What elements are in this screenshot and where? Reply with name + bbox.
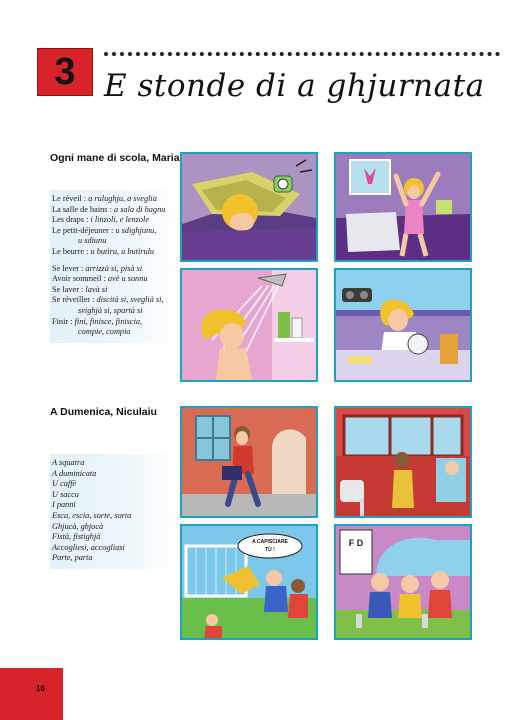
corsican-term: i linzoli, e lenzole — [90, 215, 150, 225]
corsican-term: a sala di bagnu — [113, 204, 166, 214]
panel-breakfast — [334, 268, 472, 382]
vocab-entry: Accogliesi, accogliasi — [52, 542, 125, 552]
vocab-entry — [52, 247, 176, 258]
french-term: Les draps : — [52, 215, 91, 225]
panel-celebration — [334, 524, 472, 640]
french-term: Avoir sommeil : — [52, 274, 108, 284]
vocab-entry — [52, 264, 176, 275]
vocab-entry — [52, 194, 176, 205]
corsican-term: arrizzà si, pisà si — [85, 263, 143, 273]
vocab-entry: I panni — [52, 500, 76, 510]
chapter-number: 3 — [54, 50, 76, 93]
french-term: Se réveiller : — [52, 295, 97, 305]
section1-vocab-box — [50, 190, 178, 343]
svg-text:F D: F D — [348, 538, 364, 548]
french-term: Se laver : — [52, 284, 86, 294]
vocab-entry — [52, 274, 176, 285]
vocab-entry — [52, 205, 176, 216]
vocab-entry: A squatra — [52, 458, 85, 467]
vocab-entry — [52, 317, 176, 328]
corsican-term: u sdiunu — [78, 236, 107, 246]
vocab-entry — [52, 226, 176, 237]
panel-waking-up — [180, 152, 318, 262]
corsican-term: u butiru, u butirulu — [90, 246, 155, 256]
french-term: Le petit-déjeuner : — [52, 225, 116, 235]
section2-heading: A Dumenica, Niculaiu — [50, 406, 157, 418]
page-number: 16 — [36, 684, 45, 693]
corsican-term: fini, finisce, finiscia, — [74, 316, 143, 326]
french-term: Le réveil : — [52, 194, 89, 203]
corsican-term: discità si, sveglià si, — [96, 295, 164, 305]
vocab-entry: Fistà, fistighjà — [52, 532, 101, 542]
dotted-rule — [104, 52, 500, 56]
french-term: Le beurre : — [52, 246, 91, 256]
vocab-entry: Esca, escia, sorte, sorta — [52, 510, 132, 520]
vocab-entry: U saccu — [52, 489, 79, 499]
corsican-term: avè u sonnu — [107, 274, 148, 284]
corsican-term: u sdighjunu, — [115, 225, 157, 235]
corsican-term: u rulughju, a sveglia — [88, 194, 157, 203]
french-term: Se lever : — [52, 263, 86, 273]
vocab-entry — [52, 327, 176, 338]
panel-bus — [334, 406, 472, 518]
panel-shower — [180, 268, 318, 382]
vocab-entry: A duminicata — [52, 468, 97, 478]
section1-heading: Ogni mane di scola, Maria — [50, 152, 180, 164]
corsican-term: compie, compia — [78, 327, 131, 337]
vocab-entry: Ghjucà, ghjocà — [52, 521, 104, 531]
svg-text:TÙ !: TÙ ! — [265, 547, 275, 553]
vocab-entry — [52, 285, 176, 296]
vocab-entry — [52, 236, 176, 247]
vocab-entry — [52, 215, 176, 226]
chapter-number-box — [37, 48, 93, 96]
panel-football — [180, 524, 318, 640]
section2-vocab-box — [50, 454, 178, 569]
vocab-entry — [52, 306, 176, 317]
vocab-entry: U caffè — [52, 479, 77, 489]
corsican-term: lavà si — [85, 284, 108, 294]
corsican-term: svighjà si, spartà si — [78, 305, 143, 315]
french-term: Finir : — [52, 316, 75, 326]
vocab-entry: Parte, parta — [52, 553, 93, 563]
speech-bubble-text: A CAPISCIARE — [252, 539, 288, 545]
panel-stretching — [334, 152, 472, 262]
chapter-title: E stonde di a ghjurnata — [104, 68, 485, 104]
page-number-box — [0, 668, 63, 720]
french-term: La salle de bains : — [52, 204, 114, 214]
panel-leaving-home — [180, 406, 318, 518]
vocab-entry — [52, 295, 176, 306]
